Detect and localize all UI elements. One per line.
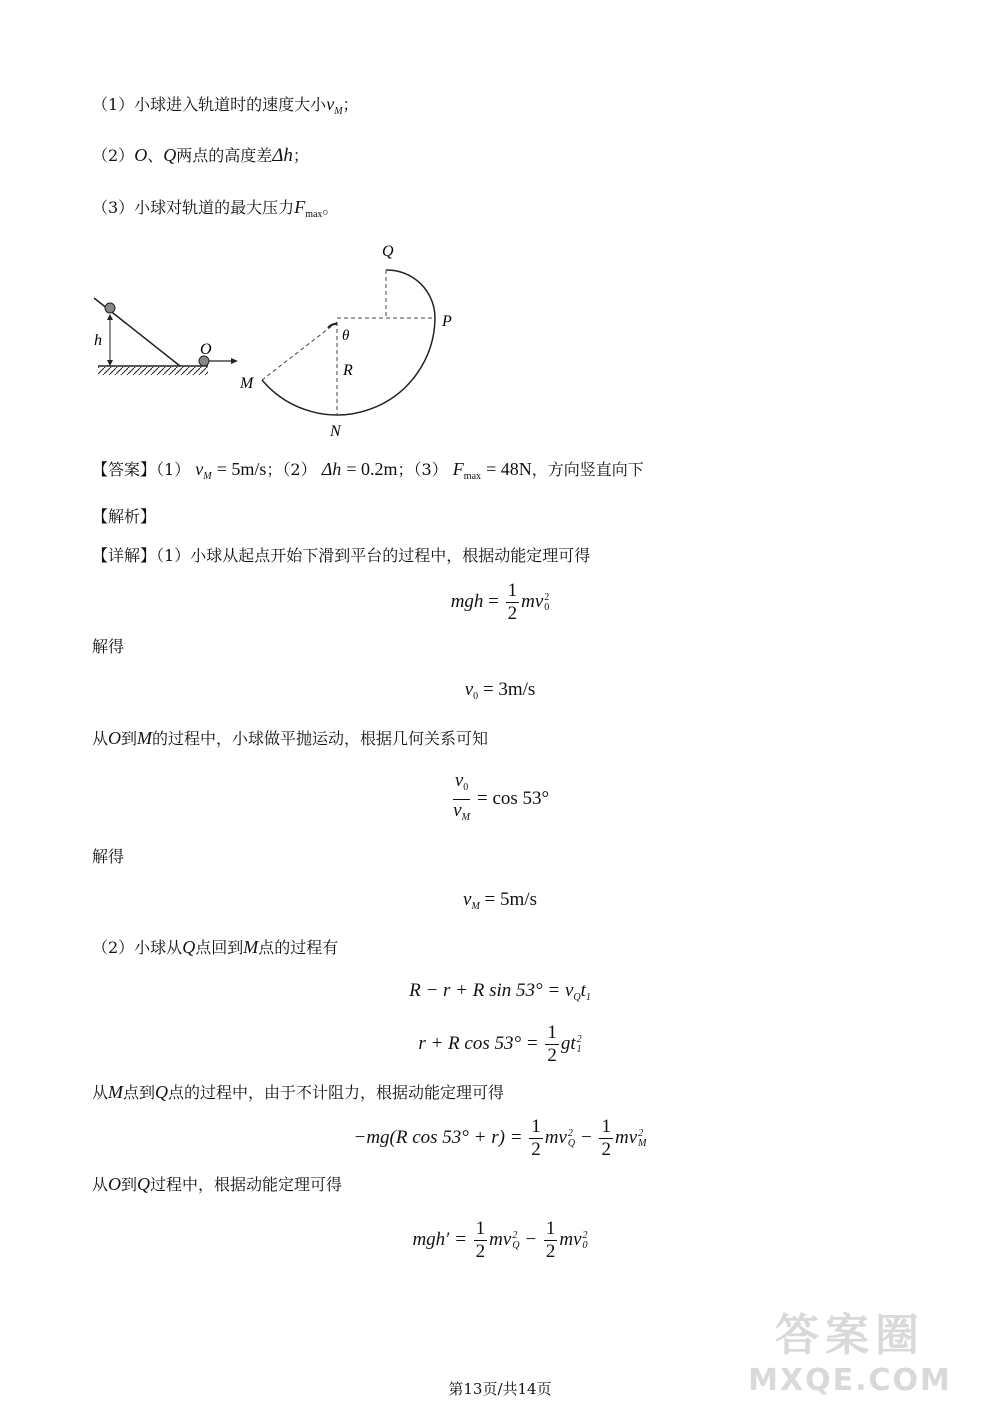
physics-diagram [80, 230, 480, 450]
velocity-arrow-head [231, 358, 238, 364]
label-theta: θ [342, 328, 350, 344]
fraction: $\frac{1}{2}$ [547, 1022, 557, 1066]
watermark-logo: 答案圈 MXQE.COM [748, 1310, 952, 1398]
detail-o-to-m: 从O到M的过程中，小球做平抛运动，根据几何关系可知 [92, 728, 489, 748]
height-arrow-head-down [107, 360, 113, 366]
solve-label-2: 解得 [92, 847, 125, 866]
detail-q-to-m: （2）小球从Q点回到M点的过程有 [92, 937, 339, 957]
height-arrow-head-up [107, 314, 113, 320]
label-R: R [343, 362, 353, 379]
detail-m-to-q: 从M点到Q点的过程中，由于不计阻力，根据动能定理可得 [92, 1082, 505, 1102]
label-N: N [330, 423, 341, 440]
fraction: $\frac{1}{2}$ [475, 1218, 486, 1262]
label-h: h [94, 332, 102, 349]
label-O: O [200, 341, 212, 358]
label-Q: Q [382, 243, 394, 260]
label-P: P [442, 313, 452, 330]
ball-top [105, 303, 115, 313]
detail-o-to-q: 从O到Q过程中，根据动能定理可得 [92, 1174, 343, 1194]
fraction: $\frac{v_0}{v_M}$ [453, 770, 470, 823]
ground-hatch [98, 367, 208, 375]
analysis-tag: 【解析】 [92, 507, 157, 526]
question-3: （3）小球对轨道的最大压力$F_{max}$。 [92, 197, 339, 220]
equation-7: −mg(R cos 53° + r) = $\frac{1}{2}$ mv 2 Q − $\frac{1}{2}$ mv 2 M [353, 1116, 647, 1160]
equation-5: R − r + R $\sin 53^\circ = v_Qt_1$ [409, 980, 591, 1003]
angle-mark [328, 324, 337, 328]
equation-1: mgh = $\frac{1}{2}$ mv 2 0 [450, 580, 550, 624]
track-small-arc [386, 270, 435, 318]
question-2: （2）O、Q两点的高度差Δh； [92, 145, 309, 166]
equation-2: $v_0 = 3m/s$ [464, 679, 536, 702]
solve-label-1: 解得 [92, 637, 125, 656]
fraction: $\frac{1}{2}$ [545, 1218, 556, 1262]
answer-line: 【答案】（1） $v_M = 5m/s$；（2） Δh = 0.2m；（3） $F_{max} = 48N$，方向竖直向下 [92, 459, 644, 482]
dashed-radius-m [262, 322, 337, 380]
equation-3: $\frac{v_0}{v_M}$ = cos 53° [0, 770, 1000, 829]
fraction: $\frac{1}{2}$ [601, 1116, 611, 1160]
equation-6: r + R cos 53° = $\frac{1}{2}$ gt 2 1 [418, 1022, 582, 1066]
fraction: $\frac{1}{2}$ [531, 1116, 541, 1160]
equation-8: mgh′ = $\frac{1}{2}$ mv 2 Q − $\frac{1}{2}$ mv 2 0 [412, 1218, 588, 1262]
label-M: M [240, 375, 254, 392]
page-number: 第13页/共14页 [448, 1380, 552, 1398]
question-1: （1）小球进入轨道时的速度大小$v_M$； [92, 94, 359, 117]
equation-4: $v_M = 5m/s$ [463, 889, 537, 912]
detail-intro: 【详解】（1）小球从起点开始下滑到平台的过程中，根据动能定理可得 [92, 546, 591, 565]
fraction: $\frac{1}{2}$ [507, 580, 518, 624]
